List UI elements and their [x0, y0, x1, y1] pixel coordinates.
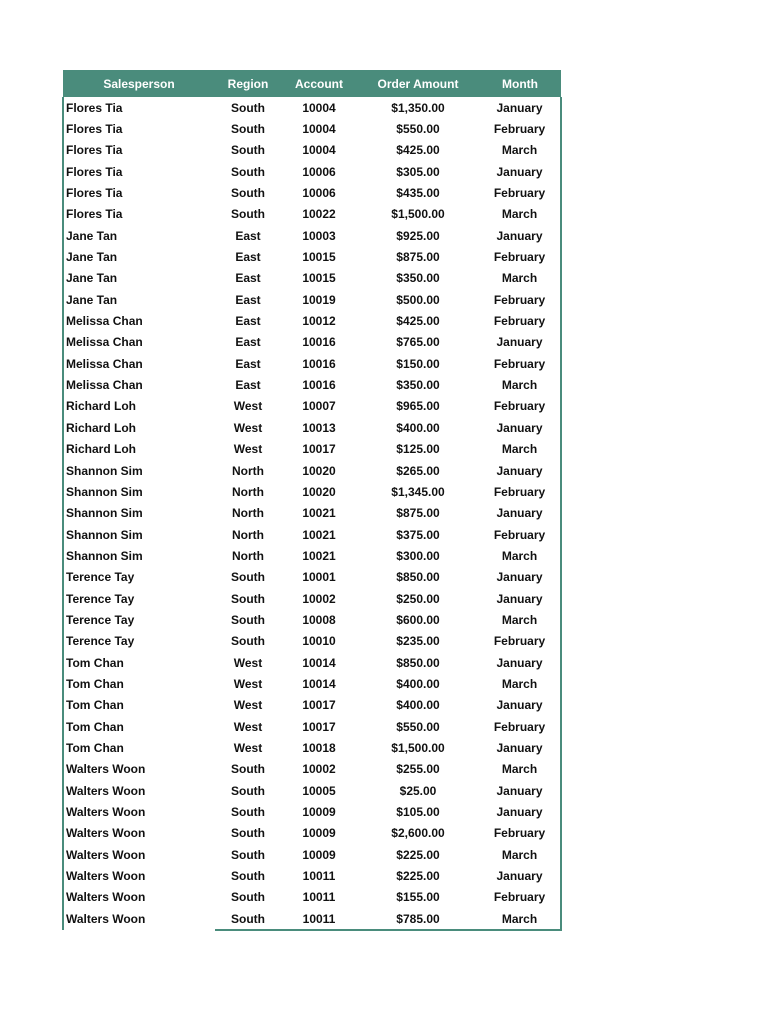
cell-month[interactable]: February — [479, 396, 561, 417]
cell-month[interactable]: January — [479, 865, 561, 886]
cell-salesperson[interactable]: Walters Woon — [63, 780, 215, 801]
cell-account[interactable]: 10004 — [302, 100, 336, 115]
table-row — [63, 567, 561, 588]
cell-order-amount[interactable]: $155.00 — [396, 890, 440, 905]
cell-region[interactable]: South — [231, 207, 265, 222]
table-row — [63, 865, 561, 886]
table-row — [63, 631, 561, 652]
cell-month[interactable]: January — [479, 780, 561, 801]
cell-order-amount[interactable]: $105.00 — [396, 805, 440, 820]
cell-account[interactable]: 10004 — [302, 122, 336, 137]
cell-account[interactable]: 10003 — [302, 228, 336, 243]
cell-salesperson[interactable]: Tom Chan — [63, 716, 215, 737]
cell-region[interactable]: South — [231, 805, 265, 820]
cell-account[interactable]: 10021 — [302, 548, 336, 563]
table-row — [63, 481, 561, 502]
cell-salesperson[interactable]: Melissa Chan — [63, 310, 215, 331]
cell-order-amount[interactable]: $875.00 — [396, 506, 440, 521]
cell-month[interactable]: January — [479, 801, 561, 822]
table-row — [63, 524, 561, 545]
cell-account[interactable]: 10021 — [302, 506, 336, 521]
table-row — [63, 118, 561, 139]
cell-salesperson[interactable]: Shannon Sim — [63, 545, 215, 566]
cell-region[interactable]: West — [233, 399, 263, 414]
table-header — [63, 70, 561, 97]
cell-account[interactable]: 10010 — [302, 634, 336, 649]
cell-month[interactable]: February — [479, 310, 561, 331]
cell-month[interactable]: January — [479, 225, 561, 246]
cell-salesperson[interactable]: Walters Woon — [63, 865, 215, 886]
table-row — [63, 246, 561, 267]
cell-month[interactable]: January — [479, 332, 561, 353]
cell-month[interactable]: February — [479, 118, 561, 139]
cell-salesperson[interactable]: Tom Chan — [63, 737, 215, 758]
cell-order-amount[interactable]: $400.00 — [396, 676, 440, 691]
cell-region[interactable]: South — [231, 612, 265, 627]
cell-account[interactable]: 10009 — [302, 805, 336, 820]
cell-order-amount[interactable]: $350.00 — [396, 378, 440, 393]
cell-region[interactable]: West — [233, 655, 263, 670]
table-row — [63, 545, 561, 566]
cell-salesperson[interactable]: Walters Woon — [63, 887, 215, 908]
cell-account[interactable]: 10017 — [302, 442, 336, 457]
table-row — [63, 353, 561, 374]
cell-month[interactable]: February — [479, 353, 561, 374]
cell-salesperson[interactable]: Flores Tia — [63, 118, 215, 139]
cell-month[interactable]: January — [479, 588, 561, 609]
cell-region[interactable]: North — [232, 463, 264, 478]
cell-month[interactable]: March — [479, 439, 561, 460]
cell-month[interactable]: January — [479, 417, 561, 438]
table-row — [63, 396, 561, 417]
table-row — [63, 332, 561, 353]
cell-order-amount[interactable]: $375.00 — [396, 527, 440, 542]
cell-salesperson[interactable]: Jane Tan — [63, 289, 215, 310]
cell-account[interactable]: 10014 — [302, 655, 336, 670]
cell-region[interactable]: West — [233, 420, 263, 435]
cell-region[interactable]: South — [231, 826, 265, 841]
cell-region[interactable]: South — [231, 869, 265, 884]
cell-month[interactable]: March — [479, 204, 561, 225]
cell-order-amount[interactable]: $350.00 — [396, 271, 440, 286]
table-row — [63, 374, 561, 395]
cell-order-amount[interactable]: $225.00 — [396, 869, 440, 884]
cell-region[interactable]: West — [233, 698, 263, 713]
table-body — [63, 97, 561, 930]
cell-region[interactable]: South — [231, 847, 265, 862]
cell-order-amount[interactable]: $300.00 — [396, 548, 440, 563]
cell-month[interactable]: January — [479, 460, 561, 481]
cell-account[interactable]: 10006 — [302, 164, 336, 179]
cell-month[interactable]: February — [479, 524, 561, 545]
cell-account[interactable]: 10008 — [302, 612, 336, 627]
table-row — [63, 844, 561, 865]
cell-account[interactable]: 10009 — [302, 826, 336, 841]
cell-order-amount[interactable]: $425.00 — [396, 143, 440, 158]
table-row — [63, 182, 561, 203]
cell-order-amount[interactable]: $600.00 — [396, 612, 440, 627]
table-row — [63, 780, 561, 801]
cell-month[interactable]: January — [479, 695, 561, 716]
cell-account[interactable]: 10011 — [281, 908, 357, 930]
table-row — [63, 737, 561, 758]
cell-account[interactable]: 10013 — [302, 420, 336, 435]
cell-region[interactable]: South — [231, 570, 265, 585]
cell-month[interactable]: March — [479, 759, 561, 780]
table-row — [63, 716, 561, 737]
cell-month[interactable]: March — [479, 374, 561, 395]
cell-order-amount[interactable]: $425.00 — [396, 314, 440, 329]
cell-order-amount[interactable]: $875.00 — [396, 250, 440, 265]
cell-region[interactable]: North — [232, 548, 264, 563]
cell-order-amount[interactable]: $225.00 — [396, 847, 440, 862]
cell-region[interactable]: North — [232, 527, 264, 542]
cell-region[interactable]: West — [233, 740, 263, 755]
cell-month[interactable]: March — [479, 140, 561, 161]
cell-month[interactable]: March — [479, 673, 561, 694]
sales-table-container — [62, 70, 560, 931]
cell-order-amount[interactable]: $1,500.00 — [391, 207, 445, 222]
cell-salesperson[interactable]: Walters Woon — [63, 823, 215, 844]
cell-salesperson[interactable]: Melissa Chan — [63, 353, 215, 374]
cell-order-amount[interactable]: $25.00 — [399, 783, 437, 798]
cell-salesperson[interactable]: Shannon Sim — [63, 481, 215, 502]
cell-order-amount[interactable]: $2,600.00 — [391, 826, 445, 841]
cell-region[interactable]: South — [231, 100, 265, 115]
cell-account[interactable]: 10009 — [302, 847, 336, 862]
cell-salesperson[interactable]: Flores Tia — [63, 97, 215, 118]
cell-salesperson[interactable]: Tom Chan — [63, 695, 215, 716]
cell-account[interactable]: 10011 — [302, 890, 336, 905]
cell-region[interactable]: East — [235, 356, 261, 371]
table-row — [63, 140, 561, 161]
cell-month[interactable]: March — [479, 908, 561, 930]
cell-salesperson[interactable]: Melissa Chan — [63, 332, 215, 353]
table-row — [63, 823, 561, 844]
cell-account[interactable]: 10016 — [302, 356, 336, 371]
cell-salesperson[interactable]: Melissa Chan — [63, 374, 215, 395]
cell-month[interactable]: March — [479, 545, 561, 566]
cell-order-amount[interactable]: $255.00 — [396, 762, 440, 777]
cell-account[interactable]: 10007 — [302, 399, 336, 414]
cell-month[interactable]: February — [479, 887, 561, 908]
header-salesperson[interactable]: Salesperson — [63, 70, 215, 97]
cell-order-amount[interactable]: $785.00 — [357, 908, 479, 930]
cell-region[interactable]: South — [231, 783, 265, 798]
cell-month[interactable]: February — [479, 823, 561, 844]
table-row — [63, 908, 561, 930]
cell-salesperson[interactable]: Flores Tia — [63, 182, 215, 203]
table-row — [63, 417, 561, 438]
table-row — [63, 225, 561, 246]
cell-account[interactable]: 10019 — [302, 292, 336, 307]
cell-month[interactable]: January — [479, 567, 561, 588]
cell-salesperson[interactable]: Walters Woon — [63, 759, 215, 780]
cell-order-amount[interactable]: $400.00 — [396, 698, 440, 713]
cell-account[interactable]: 10020 — [302, 463, 336, 478]
table-row — [63, 695, 561, 716]
header-region[interactable]: Region — [215, 70, 281, 97]
cell-salesperson[interactable]: Shannon Sim — [63, 503, 215, 524]
cell-salesperson[interactable]: Shannon Sim — [63, 460, 215, 481]
cell-order-amount[interactable]: $850.00 — [396, 570, 440, 585]
cell-region[interactable]: East — [235, 271, 261, 286]
cell-salesperson[interactable]: Flores Tia — [63, 161, 215, 182]
header-row — [63, 70, 561, 97]
cell-account[interactable]: 10016 — [302, 335, 336, 350]
table-row — [63, 801, 561, 822]
cell-order-amount[interactable]: $265.00 — [396, 463, 440, 478]
cell-account[interactable]: 10011 — [302, 869, 336, 884]
cell-account[interactable]: 10002 — [302, 762, 336, 777]
table-row — [63, 588, 561, 609]
cell-order-amount[interactable]: $965.00 — [396, 399, 440, 414]
cell-salesperson[interactable]: Flores Tia — [63, 204, 215, 225]
cell-month[interactable]: February — [479, 716, 561, 737]
cell-region[interactable]: West — [233, 719, 263, 734]
cell-region[interactable]: East — [235, 314, 261, 329]
table-row — [63, 887, 561, 908]
cell-order-amount[interactable]: $1,500.00 — [391, 740, 445, 755]
cell-salesperson[interactable]: Jane Tan — [63, 246, 215, 267]
table-row — [63, 503, 561, 524]
cell-account[interactable]: 10015 — [302, 271, 336, 286]
cell-salesperson[interactable]: Tom Chan — [63, 652, 215, 673]
cell-order-amount[interactable]: $1,350.00 — [391, 100, 445, 115]
cell-order-amount[interactable]: $305.00 — [396, 164, 440, 179]
cell-month[interactable]: February — [479, 246, 561, 267]
table-row — [63, 460, 561, 481]
cell-order-amount[interactable]: $125.00 — [396, 442, 440, 457]
cell-order-amount[interactable]: $400.00 — [396, 420, 440, 435]
cell-salesperson[interactable]: Walters Woon — [63, 844, 215, 865]
cell-salesperson[interactable]: Richard Loh — [63, 417, 215, 438]
cell-month[interactable]: March — [479, 609, 561, 630]
cell-account[interactable]: 10005 — [302, 783, 336, 798]
cell-salesperson[interactable]: Richard Loh — [63, 396, 215, 417]
cell-month[interactable]: February — [479, 631, 561, 652]
cell-region[interactable]: South — [231, 762, 265, 777]
table-row — [63, 652, 561, 673]
cell-region[interactable]: North — [232, 506, 264, 521]
header-month[interactable]: Month — [479, 70, 561, 97]
cell-account[interactable]: 10021 — [302, 527, 336, 542]
cell-salesperson[interactable]: Shannon Sim — [63, 524, 215, 545]
cell-month[interactable]: March — [479, 268, 561, 289]
table-row — [63, 609, 561, 630]
cell-month[interactable]: March — [479, 844, 561, 865]
cell-order-amount[interactable]: $550.00 — [396, 719, 440, 734]
cell-account[interactable]: 10002 — [302, 591, 336, 606]
cell-region[interactable]: North — [232, 484, 264, 499]
cell-order-amount[interactable]: $550.00 — [396, 122, 440, 137]
cell-order-amount[interactable]: $925.00 — [396, 228, 440, 243]
header-account[interactable]: Account — [281, 70, 357, 97]
cell-order-amount[interactable]: $765.00 — [396, 335, 440, 350]
cell-month[interactable]: January — [479, 652, 561, 673]
cell-region[interactable]: East — [235, 378, 261, 393]
cell-salesperson[interactable]: Terence Tay — [63, 631, 215, 652]
cell-order-amount[interactable]: $435.00 — [396, 186, 440, 201]
cell-region[interactable]: East — [235, 228, 261, 243]
cell-region[interactable]: East — [235, 250, 261, 265]
table-row — [63, 204, 561, 225]
cell-account[interactable]: 10017 — [302, 698, 336, 713]
cell-account[interactable]: 10015 — [302, 250, 336, 265]
cell-order-amount[interactable]: $500.00 — [396, 292, 440, 307]
cell-salesperson[interactable]: Richard Loh — [63, 439, 215, 460]
cell-region[interactable]: East — [235, 292, 261, 307]
table-row — [63, 161, 561, 182]
cell-month[interactable]: January — [479, 161, 561, 182]
cell-region[interactable]: South — [231, 634, 265, 649]
cell-salesperson[interactable]: Jane Tan — [63, 225, 215, 246]
cell-region[interactable]: West — [233, 442, 263, 457]
cell-salesperson[interactable]: Terence Tay — [63, 609, 215, 630]
cell-account[interactable]: 10022 — [302, 207, 336, 222]
cell-order-amount[interactable]: $1,345.00 — [391, 484, 445, 499]
cell-order-amount[interactable]: $235.00 — [396, 634, 440, 649]
table-row — [63, 439, 561, 460]
cell-region[interactable]: West — [233, 676, 263, 691]
cell-region[interactable]: South — [215, 908, 281, 930]
cell-month[interactable]: February — [479, 481, 561, 502]
cell-month[interactable]: February — [479, 182, 561, 203]
cell-salesperson[interactable]: Tom Chan — [63, 673, 215, 694]
cell-region[interactable]: South — [231, 591, 265, 606]
cell-region[interactable]: South — [231, 186, 265, 201]
cell-order-amount[interactable]: $150.00 — [396, 356, 440, 371]
cell-account[interactable]: 10006 — [302, 186, 336, 201]
cell-account[interactable]: 10004 — [302, 143, 336, 158]
cell-region[interactable]: South — [231, 890, 265, 905]
cell-order-amount[interactable]: $250.00 — [396, 591, 440, 606]
table-row — [63, 289, 561, 310]
cell-salesperson[interactable]: Walters Woon — [63, 908, 215, 930]
table-row — [63, 759, 561, 780]
cell-order-amount[interactable]: $850.00 — [396, 655, 440, 670]
cell-month[interactable]: February — [479, 289, 561, 310]
cell-region[interactable]: East — [235, 335, 261, 350]
cell-account[interactable]: 10018 — [302, 740, 336, 755]
cell-account[interactable]: 10016 — [302, 378, 336, 393]
table-row — [63, 310, 561, 331]
cell-account[interactable]: 10020 — [302, 484, 336, 499]
table-row — [63, 97, 561, 118]
cell-region[interactable]: South — [231, 122, 265, 137]
cell-region[interactable]: South — [231, 143, 265, 158]
header-order-amount[interactable]: Order Amount — [357, 70, 479, 97]
cell-month[interactable]: January — [479, 503, 561, 524]
cell-salesperson[interactable]: Terence Tay — [63, 588, 215, 609]
cell-salesperson[interactable]: Terence Tay — [63, 567, 215, 588]
cell-account[interactable]: 10017 — [302, 719, 336, 734]
table-row — [63, 673, 561, 694]
sales-table — [62, 70, 562, 931]
cell-month[interactable]: January — [479, 97, 561, 118]
cell-salesperson[interactable]: Walters Woon — [63, 801, 215, 822]
table-row — [63, 268, 561, 289]
cell-salesperson[interactable]: Flores Tia — [63, 140, 215, 161]
cell-account[interactable]: 10014 — [302, 676, 336, 691]
cell-month[interactable]: January — [479, 737, 561, 758]
cell-account[interactable]: 10001 — [302, 570, 336, 585]
cell-region[interactable]: South — [231, 164, 265, 179]
cell-account[interactable]: 10012 — [302, 314, 336, 329]
cell-salesperson[interactable]: Jane Tan — [63, 268, 215, 289]
